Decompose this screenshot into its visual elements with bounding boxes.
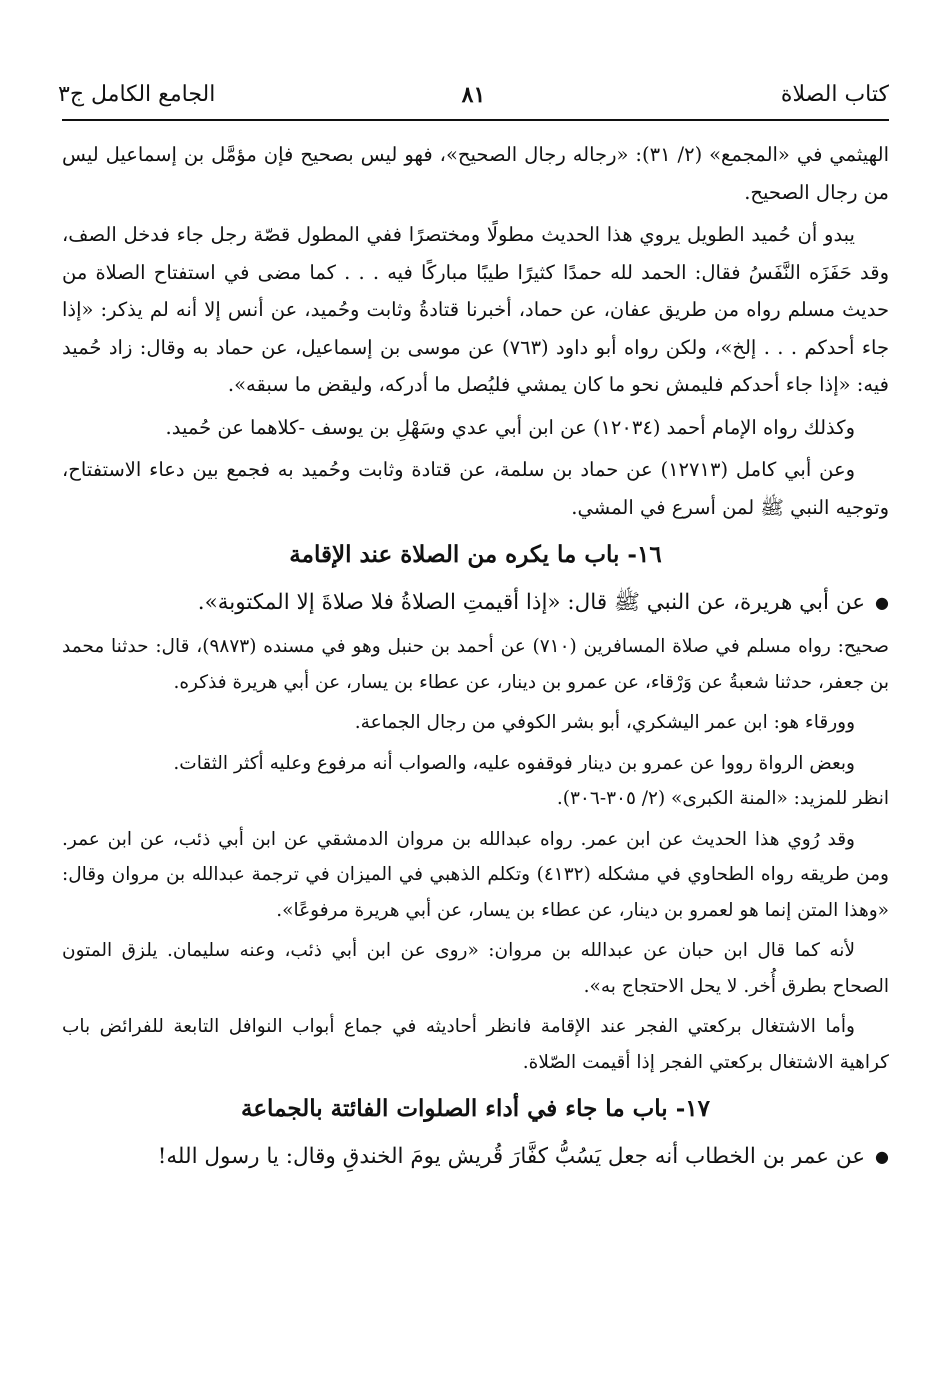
hadith-text: عن عمر بن الخطاب أنه جعل يَسُبُّ كفَّارَ قُريش يومَ الخندقِ وقال: يا رسول الله! <box>157 1144 866 1169</box>
section-16-heading: ١٦- باب ما يكره من الصلاة عند الإقامة <box>289 541 662 568</box>
page-number: ٨١ <box>461 82 486 108</box>
page-body <box>62 136 889 1183</box>
section-16-hadith <box>62 582 889 624</box>
running-head <box>58 82 889 122</box>
note-ibn-umar: وقد رُوي هذا الحديث عن ابن عمر. رواه عبدالله بن مروان الدمشقي عن ابن أبي ذئب، عن ابن عمر. ومن طريقه رواه الطحاوي في مشكله (٤١٣٢) وتكلم الذهبي في الميزان في ترجمة عبدالله بن مروان وقال: «وهذا المتن إنما هو لعمرو بن دينار، عن عطاء بن يسار، عن أبي هريرة مرفوعًا». <box>62 828 889 921</box>
note-warqa: وورقاء هو: ابن عمر اليشكري، أبو بشر الكوفي من رجال الجماعة. <box>354 712 855 733</box>
section-17-heading: ١٧- باب ما جاء في أداء الصلوات الفائتة بالجماعة <box>241 1095 710 1122</box>
note-mawquf: وبعض الرواة رووا عن عمرو بن دينار فوقفوه عليه، والصواب أنه مرفوع وعليه أكثر الثقات. <box>173 752 855 774</box>
note-reference: انظر للمزيد: «المنة الكبرى» (٢/ ٣٠٥-٣٠٦). <box>556 788 889 809</box>
paragraph-humaid: يبدو أن حُميد الطويل يروي هذا الحديث مطولًا ومختصرًا ففي المطول قصّة رجل جاء فدخل الصف، وقد حَفَزَه النَّفَسُ فقال: الحمد لله حمدًا كثيرًا طيبًا مباركًا فيه . . . كما مضى في استفتاح الصلاة من حديث مسلم رواه من طريق عفان، عن حماد، أخبرنا قتادةُ وثابت وحُميد، عن أنس إلا أنه لم يذكر: «إذا جاء أحدكم . . . إلخ»، ولكن رواه أبو داود (٧٦٣) عن موسى بن إسماعيل، عن حماد به وقال: زاد حُميد فيه: «إذا جاء أحدكم فليمش نحو ما كان يمشي فليُصل ما أدركه، وليقض ما سبقه». <box>62 223 890 396</box>
book-title: الجامع الكامل ج٣ <box>58 82 216 107</box>
header-divider <box>62 119 889 121</box>
chapter-title: كتاب الصلاة <box>780 82 889 107</box>
hadith-text: عن أبي هريرة، عن النبي ﷺ قال: «إذا أقيمتِ الصلاةُ فلا صلاةَ إلا المكتوبة». <box>197 590 866 615</box>
paragraph-ahmad: وكذلك رواه الإمام أحمد (١٢٠٣٤) عن ابن أبي عدي وسَهْلِ بن يوسف -كلاهما عن حُميد. <box>165 415 855 439</box>
paragraph-abu-kamil: وعن أبي كامل (١٢٧١٣) عن حماد بن سلمة، عن قتادة وثابت وحُميد به فجمع بين دعاء الاستفتاح، وتوجيه النبي ﷺ لمن أسرع في المشي. <box>62 458 889 519</box>
note-ibn-hibban: لأنه كما قال ابن حبان عن عبدالله بن مروان: «روى عن ابن أبي ذئب، وعنه سليمان. يلزق المتون الصحاح بطرق أُخر. لا يحل الاحتجاج به». <box>62 940 889 997</box>
bullet-dot-icon: ● <box>875 1147 889 1166</box>
bullet-dot-icon: ● <box>875 593 889 612</box>
section-17-hadith <box>62 1136 889 1178</box>
note-fajr: وأما الاشتغال بركعتي الفجر عند الإقامة فانظر أحاديثه في جماع أبواب النوافل التابعة للفرائض باب كراهية الاشتغال بركعتي الفجر إذا أقيمت الصّلاة. <box>62 1016 889 1073</box>
takhrij-paragraph: صحيح: رواه مسلم في صلاة المسافرين (٧١٠) عن أحمد بن حنبل وهو في مسنده (٩٨٧٣)، قال: حدثنا محمد بن جعفر، حدثنا شعبةُ عن وَرْقاء، عن عمرو بن دينار، عن عطاء بن يسار، عن أبي هريرة فذكره. <box>62 636 889 693</box>
continued-paragraph: الهيثمي في «المجمع» (٢/ ٣١): «رجاله رجال الصحيح»، فهو ليس بصحيح فإن مؤمَّل بن إسماعيل ليس من رجال الصحيح. <box>62 143 889 204</box>
